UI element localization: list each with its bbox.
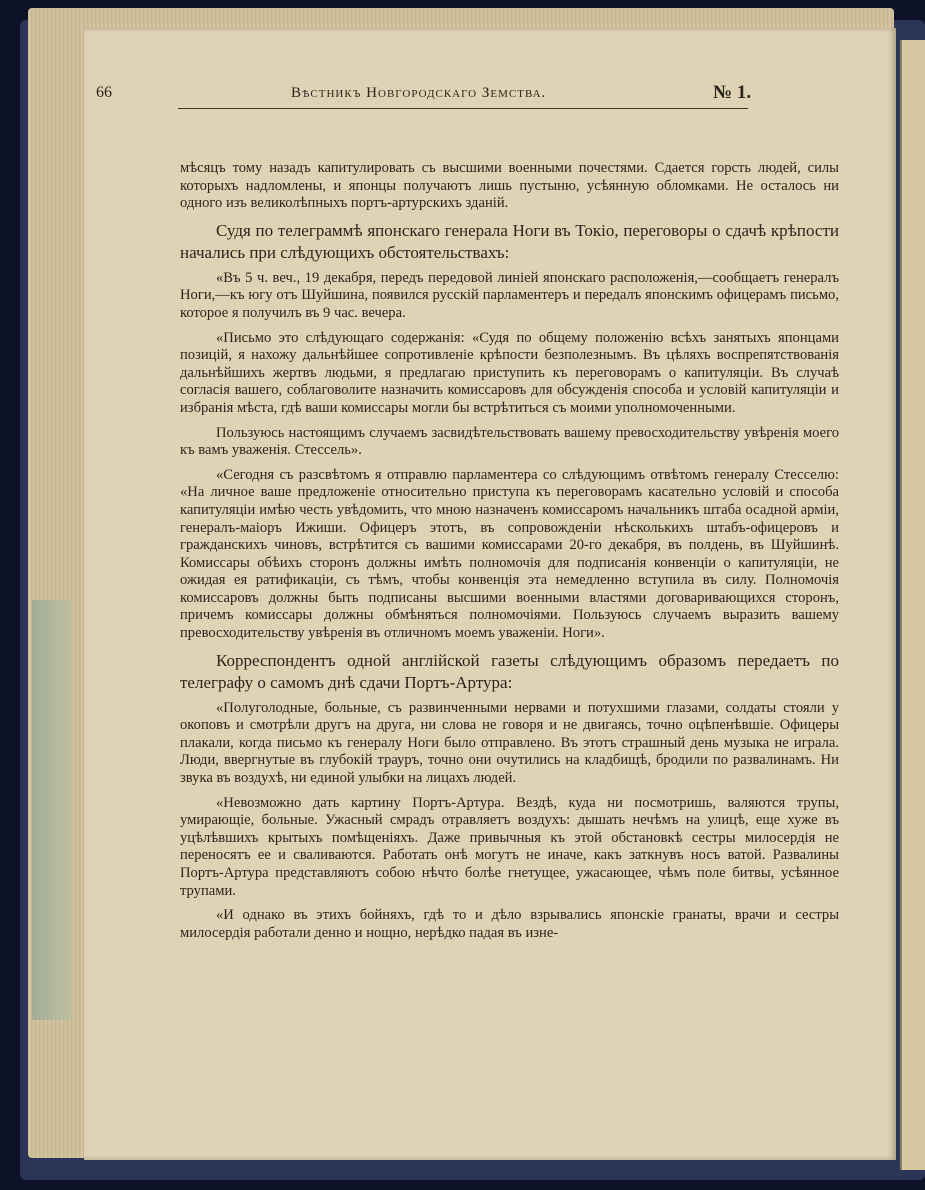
journal-title: Вѣстникъ Новгородскаго Земства. bbox=[291, 85, 547, 101]
paragraph: мѣсяцъ тому назадъ капитулировать съ высшими военными почестями. Сдается горсть людей, силы которыхъ надломлены, и японцы получаютъ лишь пустыню, усѣянную обломками. Не осталось ни одного изъ великолѣпныхъ портъ-артурскихъ зданій. bbox=[180, 160, 839, 212]
paragraph-quote: «Невозможно дать картину Портъ-Артура. Вездѣ, куда ни посмотришь, валяются трупы, умирающіе, больные. Ужасный смрадъ отравляетъ воздухъ: дышать нечѣмъ на улицѣ, еще хуже въ уцѣлѣвшихъ крытыхъ помѣщеніяхъ. Даже привычныя къ этой обстановкѣ сестры милосердія не переносятъ ее и сваливаются. Работать онѣ могутъ не иначе, какъ заткнувъ носъ ватой. Развалины Портъ-Артура представляютъ собою нѣчто болѣе гнетущее, ужасающее, чѣмъ поле битвы, усѣянное трупами. bbox=[180, 794, 839, 899]
paragraph-lead: Корреспондентъ одной англійской газеты слѣдующимъ образомъ передаетъ по телеграфу о самомъ днѣ сдачи Портъ-Артура: bbox=[180, 650, 839, 692]
paragraph-quote: «Сегодня съ разсвѣтомъ я отправлю парламентера со слѣдующимъ отвѣтомъ генералу Стесселю: «На личное ваше предложеніе относительно приступа къ переговорамъ касательно условій и способа капитуляціи имѣю честь увѣдомить, что мною назначенъ комиссаромъ начальникъ штаба осадной арміи, генералъ-маіоръ Ижиши. Офицеръ этотъ, въ сопровожденіи нѣсколькихъ штабъ-офицеровъ и гражданскихъ чиновъ, встрѣтится съ вашими комиссарами 20-го декабря, въ полдень, въ Шуйшинѣ. Комиссары обѣихъ сторонъ должны имѣть полномочія для подписанія конвенціи о капитуляціи, не ожидая ея ратификаціи, съ тѣмъ, чтобы конвенція эта немедленно вступила въ силу. Полномочія комиссаровъ должны быть подписаны высшими военными властями договаривающихся сторонъ, причемъ комиссары должны обмѣняться полномочіями. Пользуюсь случаемъ выразить вашему превосходительству увѣренія въ отличномъ моемъ уваженіи. Ноги». bbox=[180, 466, 839, 642]
page-stain bbox=[32, 600, 72, 1020]
paragraph-quote: «Полуголодные, больные, съ развинченными нервами и потухшими глазами, солдаты стояли у окоповъ и смотрѣли другъ на друга, ни слова не говоря и не двигаясь, точно оцѣпенѣвшіе. Офицеры плакали, когда письмо къ генералу Ноги было отправлено. Въ этотъ страшный день музыка не играла. Люди, ввергнутые въ глубокій трауръ, точно они очутились на кладбищѣ, бродили по развалинамъ. Ни звука въ воздухѣ, ни единой улыбки на лицахъ людей. bbox=[180, 699, 839, 787]
issue-number: № 1. bbox=[713, 82, 752, 103]
paragraph-lead: Судя по телеграммѣ японскаго генерала Ноги въ Токіо, переговоры о сдачѣ крѣпости начались при слѣдующихъ обстоятельствахъ: bbox=[180, 220, 839, 262]
paragraph-quote: «И однако въ этихъ бойняхъ, гдѣ то и дѣло взрывались японскіе гранаты, врачи и сестры милосердія работали денно и нощно, нерѣдко падая въ изне- bbox=[180, 907, 839, 941]
facing-page-edge bbox=[900, 40, 925, 1170]
article-body bbox=[180, 160, 839, 949]
paragraph-quote: «Письмо это слѣдующаго содержанія: «Судя по общему положенію всѣхъ занятыхъ японцами позицій, я нахожу дальнѣйшее сопротивленіе крѣпости безполезнымъ. Въ цѣляхъ воспрепятствованія дальнѣйшихъ жертвъ людьми, я предлагаю приступить къ переговорамъ о капитуляціи. Въ случаѣ согласія вашего, соблаговолите назначить комиссаровъ для обсужденія способа и условій капитуляціи и избранія мѣста, гдѣ ваши комиссары могли бы встрѣтиться съ моими уполномоченными. bbox=[180, 329, 839, 416]
header-rule bbox=[178, 108, 748, 109]
paragraph-quote: «Въ 5 ч. веч., 19 декабря, передъ передовой линіей японскаго расположенія,—сообщаетъ генералъ Ноги,—къ югу отъ Шуйшина, появился русскій парламентеръ и передалъ японскимъ офицерамъ письмо, которое я получилъ въ 9 час. вечера. bbox=[180, 269, 839, 321]
running-header bbox=[96, 84, 796, 114]
page-number: 66 bbox=[96, 84, 112, 101]
paragraph-quote: Пользуюсь настоящимъ случаемъ засвидѣтельствовать вашему превосходительству увѣренія моего къ вамъ уваженія. Стессель». bbox=[180, 424, 839, 459]
